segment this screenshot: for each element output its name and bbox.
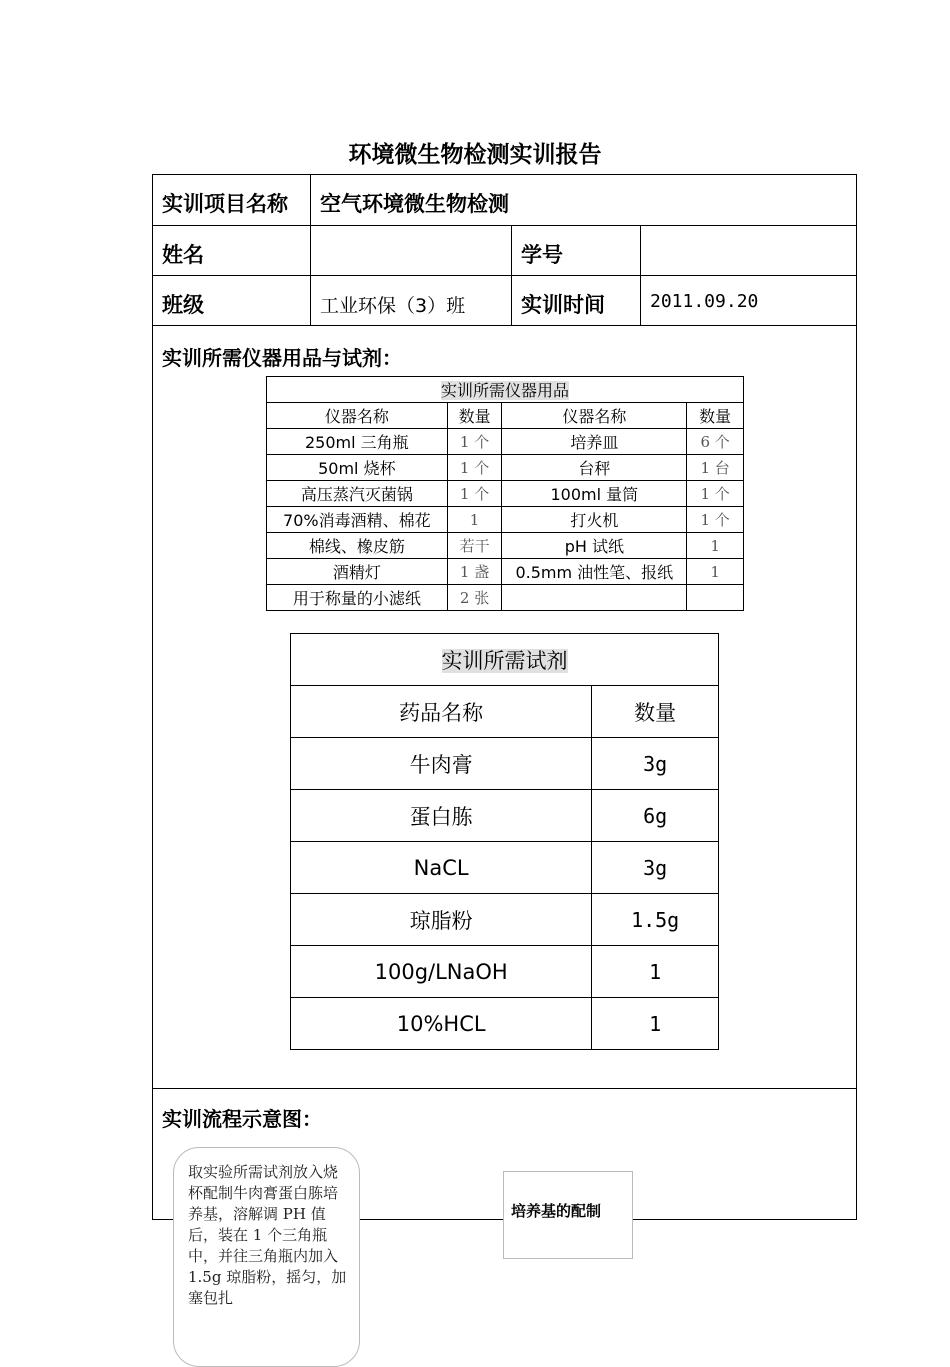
instrument-qty: 2 张 xyxy=(447,585,502,611)
instrument-qty: 1 xyxy=(687,533,744,559)
table-row xyxy=(291,738,719,790)
instrument-qty: 1 xyxy=(687,559,744,585)
reagent-qty: 6g xyxy=(592,790,719,842)
reagent-name: 10%HCL xyxy=(291,998,592,1050)
project-name-label: 实训项目名称 xyxy=(162,192,288,216)
instrument-name xyxy=(502,585,687,611)
reagent-qty: 1 xyxy=(592,946,719,998)
reagent-qty: 3g xyxy=(592,738,719,790)
instrument-qty: 1 台 xyxy=(687,455,744,481)
instrument-name: 100ml 量筒 xyxy=(502,481,687,507)
reagent-name: 琼脂粉 xyxy=(291,894,592,946)
table-row xyxy=(267,559,744,585)
instruments-table xyxy=(266,376,744,611)
instrument-name: 用于称量的小滤纸 xyxy=(267,585,448,611)
row-divider xyxy=(152,1088,857,1089)
reagent-name: 蛋白胨 xyxy=(291,790,592,842)
table-row xyxy=(291,998,719,1050)
flow-step-preparation-text[interactable]: 取实验所需试剂放入烧杯配制牛肉膏蛋白胨培养基，溶解调 PH 值后，装在 1 个三角瓶中，并往三角瓶内加入 1.5g 琼脂粉，摇匀，加塞包扎 xyxy=(173,1147,360,1367)
row-divider xyxy=(152,225,857,226)
instrument-qty xyxy=(687,585,744,611)
instrument-name: 70%消毒酒精、棉花 xyxy=(267,507,448,533)
instrument-name: 高压蒸汽灭菌锅 xyxy=(267,481,448,507)
table-row xyxy=(267,507,744,533)
flow-section-label: 实训流程示意图： xyxy=(162,1107,322,1131)
instrument-qty: 1 个 xyxy=(447,429,502,455)
instrument-name: 250ml 三角瓶 xyxy=(267,429,448,455)
column-divider xyxy=(640,225,641,325)
table-row xyxy=(267,429,744,455)
column-divider xyxy=(310,174,311,325)
column-header: 数量 xyxy=(592,686,719,738)
instrument-name: pH 试纸 xyxy=(502,533,687,559)
project-name-value[interactable]: 空气环境微生物检测 xyxy=(320,192,509,216)
instruments-header-row xyxy=(267,403,744,429)
reagent-qty: 1.5g xyxy=(592,894,719,946)
table-row xyxy=(291,842,719,894)
table-row xyxy=(267,455,744,481)
instrument-qty: 若干 xyxy=(447,533,502,559)
report-title: 环境微生物检测实训报告 xyxy=(348,142,602,168)
table-row xyxy=(291,894,719,946)
table-row xyxy=(291,790,719,842)
instrument-name: 培养皿 xyxy=(502,429,687,455)
reagents-caption: 实训所需试剂 xyxy=(291,634,719,686)
instrument-name: 酒精灯 xyxy=(267,559,448,585)
date-value[interactable]: 2011.09.20 xyxy=(650,291,759,312)
materials-section-label: 实训所需仪器用品与试剂： xyxy=(162,346,402,370)
name-label: 姓名 xyxy=(162,243,204,267)
instrument-qty: 6 个 xyxy=(687,429,744,455)
column-header: 仪器名称 xyxy=(267,403,448,429)
reagent-qty: 1 xyxy=(592,998,719,1050)
instrument-qty: 1 个 xyxy=(687,481,744,507)
reagents-table xyxy=(290,633,719,1050)
column-header: 药品名称 xyxy=(291,686,592,738)
column-header: 数量 xyxy=(687,403,744,429)
row-divider xyxy=(152,275,857,276)
instrument-name: 打火机 xyxy=(502,507,687,533)
instrument-name: 棉线、橡皮筋 xyxy=(267,533,448,559)
instrument-name: 台秤 xyxy=(502,455,687,481)
instrument-qty: 1 个 xyxy=(447,455,502,481)
instrument-qty: 1 个 xyxy=(687,507,744,533)
class-value[interactable]: 工业环保（3）班 xyxy=(320,295,466,317)
reagent-qty: 3g xyxy=(592,842,719,894)
date-label: 实训时间 xyxy=(521,293,605,317)
instrument-name: 0.5mm 油性笔、报纸 xyxy=(502,559,687,585)
instrument-qty: 1 xyxy=(447,507,502,533)
instrument-name: 50ml 烧杯 xyxy=(267,455,448,481)
reagent-name: NaCL xyxy=(291,842,592,894)
column-header: 数量 xyxy=(447,403,502,429)
flow-step-medium-preparation[interactable]: 培养基的配制 xyxy=(503,1171,633,1259)
reagent-name: 100g/LNaOH xyxy=(291,946,592,998)
instrument-qty: 1 个 xyxy=(447,481,502,507)
reagent-name: 牛肉膏 xyxy=(291,738,592,790)
instrument-qty: 1 盏 xyxy=(447,559,502,585)
table-row xyxy=(267,481,744,507)
column-header: 仪器名称 xyxy=(502,403,687,429)
column-divider xyxy=(511,225,512,325)
student-id-label: 学号 xyxy=(521,243,563,267)
reagents-header-row xyxy=(291,686,719,738)
class-label: 班级 xyxy=(162,293,204,317)
table-row xyxy=(267,585,744,611)
row-divider xyxy=(152,325,857,326)
table-row xyxy=(291,946,719,998)
table-row xyxy=(267,533,744,559)
instruments-caption: 实训所需仪器用品 xyxy=(267,377,744,403)
